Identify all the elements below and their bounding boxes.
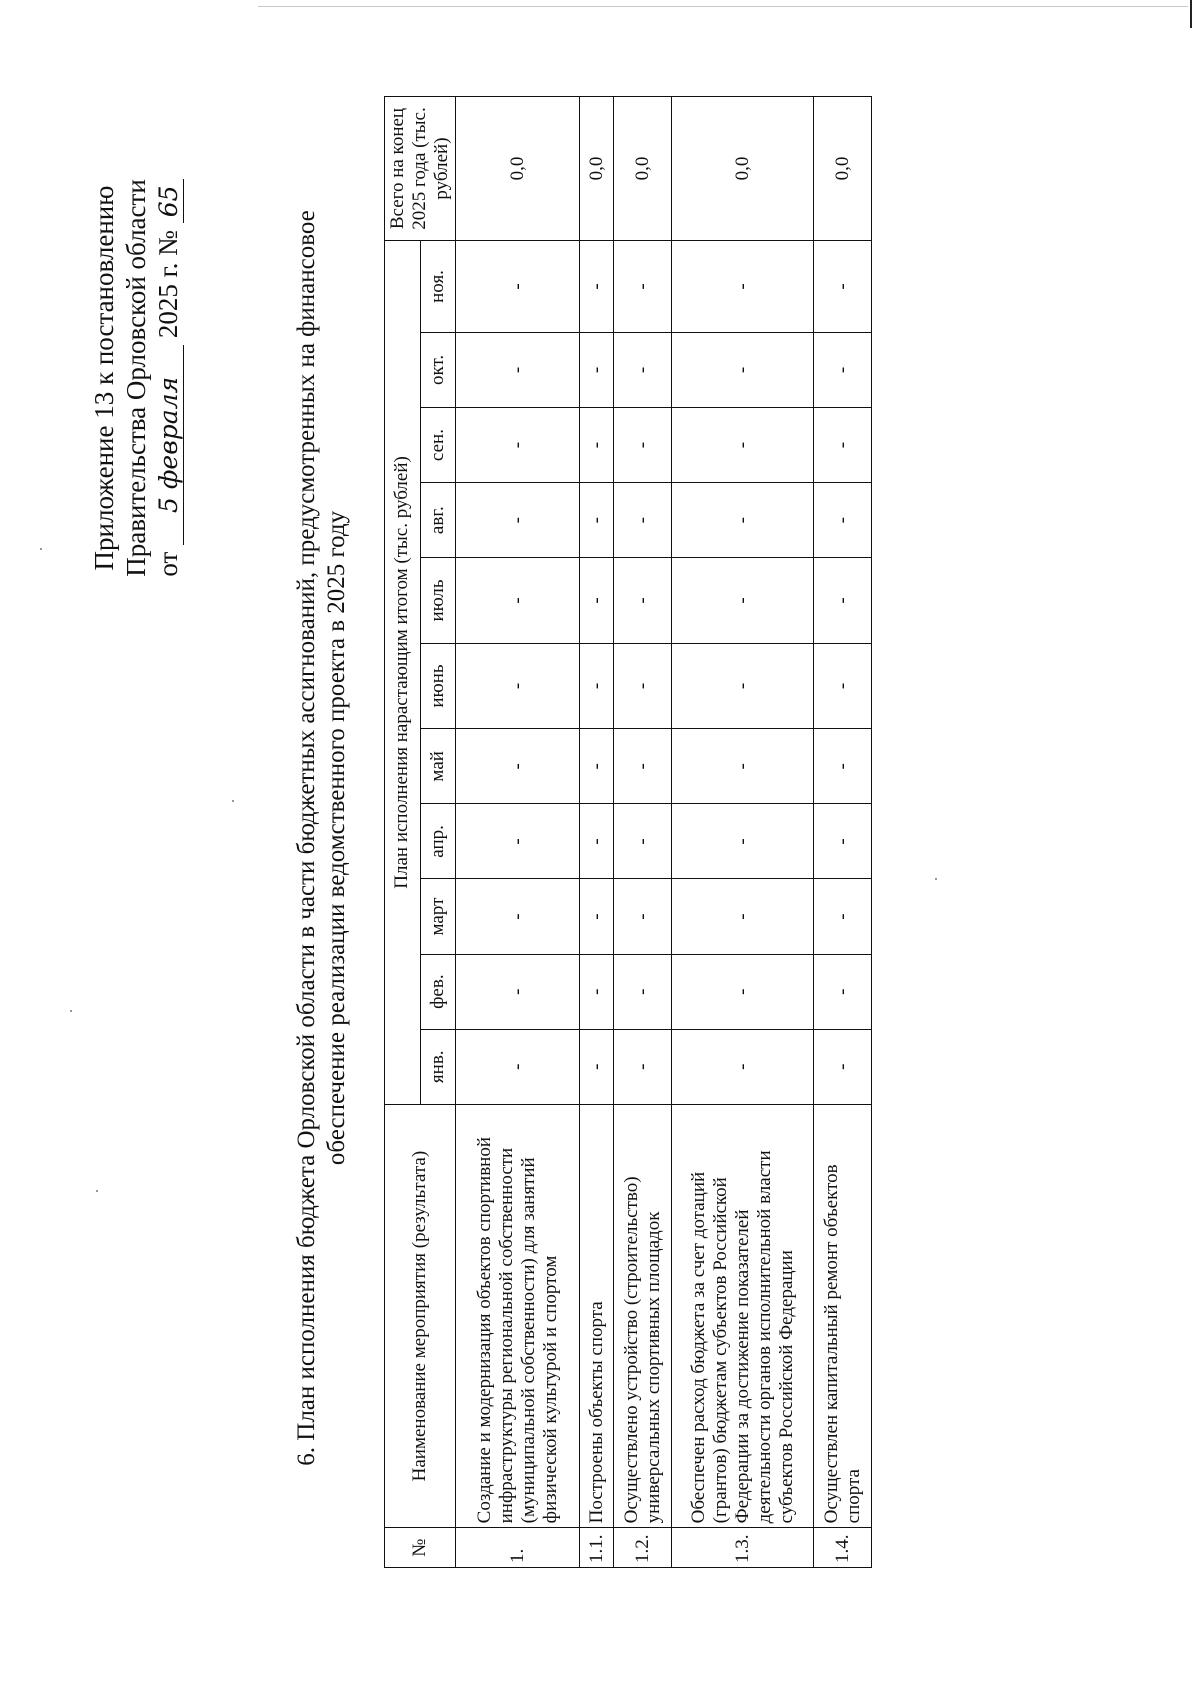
row-month-value: - (580, 1029, 614, 1104)
row-number: 1.3. (672, 1528, 814, 1568)
row-month-value: - (456, 407, 580, 482)
row-name: Создание и модернизация объектов спортивной инфраструктуры региональной собственности (муниципальной собственности) для занятий физической культурой и спортом (456, 1104, 580, 1528)
row-number: 1. (456, 1528, 580, 1568)
row-number: 1.2. (614, 1528, 672, 1568)
row-month-value: - (614, 804, 672, 879)
row-month-value: - (672, 241, 814, 333)
annex-from-label: от (153, 551, 183, 577)
row-month-value: - (614, 643, 672, 729)
row-month-value: - (672, 483, 814, 558)
row-month-value: - (672, 954, 814, 1029)
row-month-value: - (814, 729, 872, 804)
table-header-row (385, 97, 421, 1568)
row-month-value: - (456, 804, 580, 879)
row-name: Осуществлено устройство (строительство) универсальных спортивных площадок (614, 1104, 672, 1528)
row-month-value: - (614, 558, 672, 644)
handwritten-number: 65 (155, 179, 184, 223)
row-name: Обеспечен расход бюджета за счет дотаций (грантов) бюджетам субъектов Российской Федерации за достижение показателей деятельности органов исполнительной власти субъектов Российской Федерации (672, 1104, 814, 1528)
row-total: 0,0 (672, 97, 814, 241)
row-month-value: - (672, 804, 814, 879)
row-month-value: - (456, 241, 580, 333)
row-month-value: - (614, 241, 672, 333)
row-month-value: - (614, 1029, 672, 1104)
row-month-value: - (672, 332, 814, 407)
row-month-value: - (580, 483, 614, 558)
row-month-value: - (456, 1029, 580, 1104)
row-month-value: - (580, 332, 614, 407)
header-name: Наименование мероприятия (результата) (385, 1104, 456, 1528)
header-total: Всего на конец 2025 года (тыс. рублей) (385, 97, 456, 241)
annex-line-3 (152, 98, 184, 658)
budget-plan-table (384, 96, 872, 1568)
header-plan-group: План исполнения нарастающим итогом (тыс. рублей) (385, 241, 421, 1105)
row-month-value: - (456, 558, 580, 644)
row-total: 0,0 (456, 97, 580, 241)
row-month-value: - (814, 879, 872, 954)
row-month-value: - (672, 729, 814, 804)
header-month: авг. (420, 483, 456, 558)
table-row (580, 97, 614, 1568)
row-total: 0,0 (814, 97, 872, 241)
row-month-value: - (456, 954, 580, 1029)
row-name: Осуществлен капитальный ремонт объектов спорта (814, 1104, 872, 1528)
header-month: июнь (420, 643, 456, 729)
handwritten-date: 5 февраля (155, 345, 184, 545)
row-total: 0,0 (580, 97, 614, 241)
annex-line-1: Приложение 13 к постановлению (89, 185, 119, 571)
row-month-value: - (672, 643, 814, 729)
row-total: 0,0 (614, 97, 672, 241)
row-month-value: - (814, 1029, 872, 1104)
row-month-value: - (614, 879, 672, 954)
row-month-value: - (456, 332, 580, 407)
row-number: 1.4. (814, 1528, 872, 1568)
row-month-value: - (580, 954, 614, 1029)
annex-block (88, 98, 184, 658)
row-month-value: - (614, 407, 672, 482)
table-row (672, 97, 814, 1568)
row-month-value: - (580, 804, 614, 879)
row-name: Построены объекты спорта (580, 1104, 614, 1528)
row-month-value: - (672, 558, 814, 644)
row-month-value: - (814, 558, 872, 644)
row-month-value: - (580, 241, 614, 333)
row-month-value: - (672, 1029, 814, 1104)
row-month-value: - (456, 729, 580, 804)
heading-line-2: обеспечение реализации ведомственного проекта в 2025 году (323, 510, 350, 1166)
header-month: июль (420, 558, 456, 644)
heading-line-1: 6. План исполнения бюджета Орловской области в части бюджетных ассигнований, предусмотренных на финансовое (293, 210, 320, 1466)
row-month-value: - (614, 332, 672, 407)
header-month: март (420, 879, 456, 954)
row-month-value: - (580, 879, 614, 954)
header-month: май (420, 729, 456, 804)
row-month-value: - (580, 407, 614, 482)
table-row (814, 97, 872, 1568)
row-month-value: - (814, 332, 872, 407)
row-month-value: - (814, 954, 872, 1029)
row-month-value: - (456, 879, 580, 954)
row-month-value: - (672, 879, 814, 954)
row-month-value: - (456, 483, 580, 558)
header-month: апр. (420, 804, 456, 879)
row-month-value: - (580, 643, 614, 729)
row-month-value: - (814, 241, 872, 333)
document-heading (292, 98, 352, 1578)
annex-year-number-label: 2025 г. № (153, 230, 183, 339)
row-month-value: - (814, 483, 872, 558)
row-month-value: - (614, 483, 672, 558)
row-month-value: - (814, 643, 872, 729)
table-row (456, 97, 580, 1568)
row-month-value: - (580, 729, 614, 804)
row-month-value: - (814, 804, 872, 879)
header-month: окт. (420, 332, 456, 407)
table-body (456, 97, 872, 1568)
row-number: 1.1. (580, 1528, 614, 1568)
row-month-value: - (672, 407, 814, 482)
header-month: сен. (420, 407, 456, 482)
header-month: фев. (420, 954, 456, 1029)
row-month-value: - (614, 954, 672, 1029)
table-row (614, 97, 672, 1568)
annex-line-2: Правительства Орловской области (121, 179, 151, 577)
row-month-value: - (814, 407, 872, 482)
row-month-value: - (580, 558, 614, 644)
row-month-value: - (614, 729, 672, 804)
header-number: № (385, 1528, 456, 1568)
header-month: ноя. (420, 241, 456, 333)
row-month-value: - (456, 643, 580, 729)
header-month: янв. (420, 1029, 456, 1104)
